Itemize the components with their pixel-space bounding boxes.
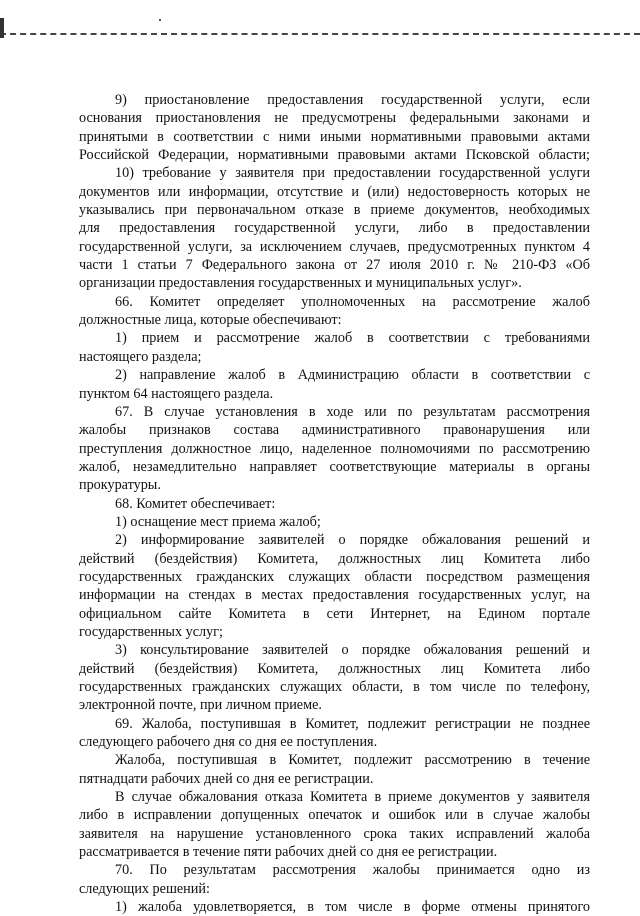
text-line: преступления должностное лицо, наделенное полномочиями по рассмотрению: [79, 440, 590, 457]
text-line: В случае обжалования отказа Комитета в приеме документов у заявителя: [115, 789, 590, 806]
text-line: действий (бездействия) Комитета, должностных лиц Комитета либо: [79, 550, 590, 567]
text-line: информации на стендах в местах предоставления государственных услуг, на: [79, 587, 590, 604]
text-line: заявителя на нарушение установленного срока таких исправлений жалоба: [79, 825, 590, 842]
document-body: [79, 91, 590, 916]
text-line: действий (бездействия) Комитета, должностных лиц Комитета либо: [79, 660, 590, 677]
text-line: Российской Федерации, нормативными правовыми актами Псковской области;: [79, 147, 590, 164]
text-line: 3) консультирование заявителей о порядке обжалования решений и: [115, 642, 590, 659]
text-line: принятыми в соответствии с ними иными нормативными правовыми актами: [79, 128, 590, 145]
text-line: либо в исправлении допущенных опечаток и ошибок или в случае жалобы: [79, 807, 590, 824]
text-line: должностные лица, которые обеспечивают:: [79, 312, 342, 329]
text-line: 69. Жалоба, поступившая в Комитет, подлежит регистрации не позднее: [115, 715, 590, 732]
text-line: документов или информации, отсутствие и (или) недостоверность которых не: [79, 183, 590, 200]
text-line: 2) направление жалоб в Администрацию области в соответствии с: [115, 367, 590, 384]
text-line: официальном сайте Комитета в сети Интернет, на Едином портале: [79, 605, 590, 622]
text-line: для предоставления государственной услуги, либо в предоставлении: [79, 220, 590, 237]
text-line: настоящего раздела;: [79, 348, 202, 365]
text-line: 2) информирование заявителей о порядке обжалования решений и: [115, 532, 590, 549]
text-line: жалобы признаков состава административного правонарушения или: [79, 422, 590, 439]
text-line: государственных гражданских служащих области посредством размещения: [79, 568, 590, 585]
text-line: государственных гражданских служащих области, в том числе по телефону,: [79, 679, 590, 695]
text-line: 1) жалоба удовлетворяется, в том числе в форме отмены принятого: [115, 899, 590, 916]
text-line: 68. Комитет обеспечивает:: [115, 495, 276, 512]
text-line: части 1 статьи 7 Федерального закона от 27 июля 2010 г. № 210-ФЗ «Об: [79, 257, 590, 274]
text-line: 9) приостановление предоставления государственной услуги, если: [115, 92, 590, 108]
text-line: 1) прием и рассмотрение жалоб в соответствии с требованиями: [115, 330, 590, 347]
text-line: государственных услуг;: [79, 623, 223, 640]
scan-dot: [159, 19, 161, 21]
text-line: жалоб, незамедлительно направляет соответствующие материалы в органы: [79, 458, 590, 475]
text-line: следующего рабочего дня со дня ее поступления.: [79, 734, 378, 751]
text-line: 66. Комитет определяет уполномоченных на рассмотрение жалоб: [115, 293, 590, 310]
text-line: указывались при первоначальном отказе в приеме документов, необходимых: [79, 202, 590, 219]
text-line: пунктом 64 настоящего раздела.: [79, 385, 274, 402]
scan-top-border: [0, 33, 640, 35]
text-line: электронной почте, при личном приеме.: [79, 697, 322, 714]
text-line: рассматривается в течение пяти рабочих дней со дня ее регистрации.: [79, 844, 498, 861]
text-line: основания приостановления не предусмотрены федеральными законами и: [79, 110, 590, 127]
scan-left-edge: [0, 18, 4, 38]
text-line: государственной услуги, за исключением случаев, предусмотренных пунктом 4: [79, 238, 590, 255]
text-line: 67. В случае установления в ходе или по результатам рассмотрения: [115, 403, 590, 420]
text-line: организации предоставления государственных и муниципальных услуг».: [79, 275, 522, 292]
text-line: следующих решений:: [79, 880, 210, 897]
text-line: Жалоба, поступившая в Комитет, подлежит рассмотрению в течение: [115, 752, 590, 769]
text-line: 1) оснащение мест приема жалоб;: [115, 513, 321, 530]
text-line: 10) требование у заявителя при предоставлении государственной услуги: [115, 165, 590, 182]
text-line: 70. По результатам рассмотрения жалобы принимается одно из: [115, 862, 590, 879]
text-line: прокуратуры.: [79, 477, 161, 494]
text-line: пятнадцати рабочих дней со дня ее регистрации.: [79, 770, 374, 787]
